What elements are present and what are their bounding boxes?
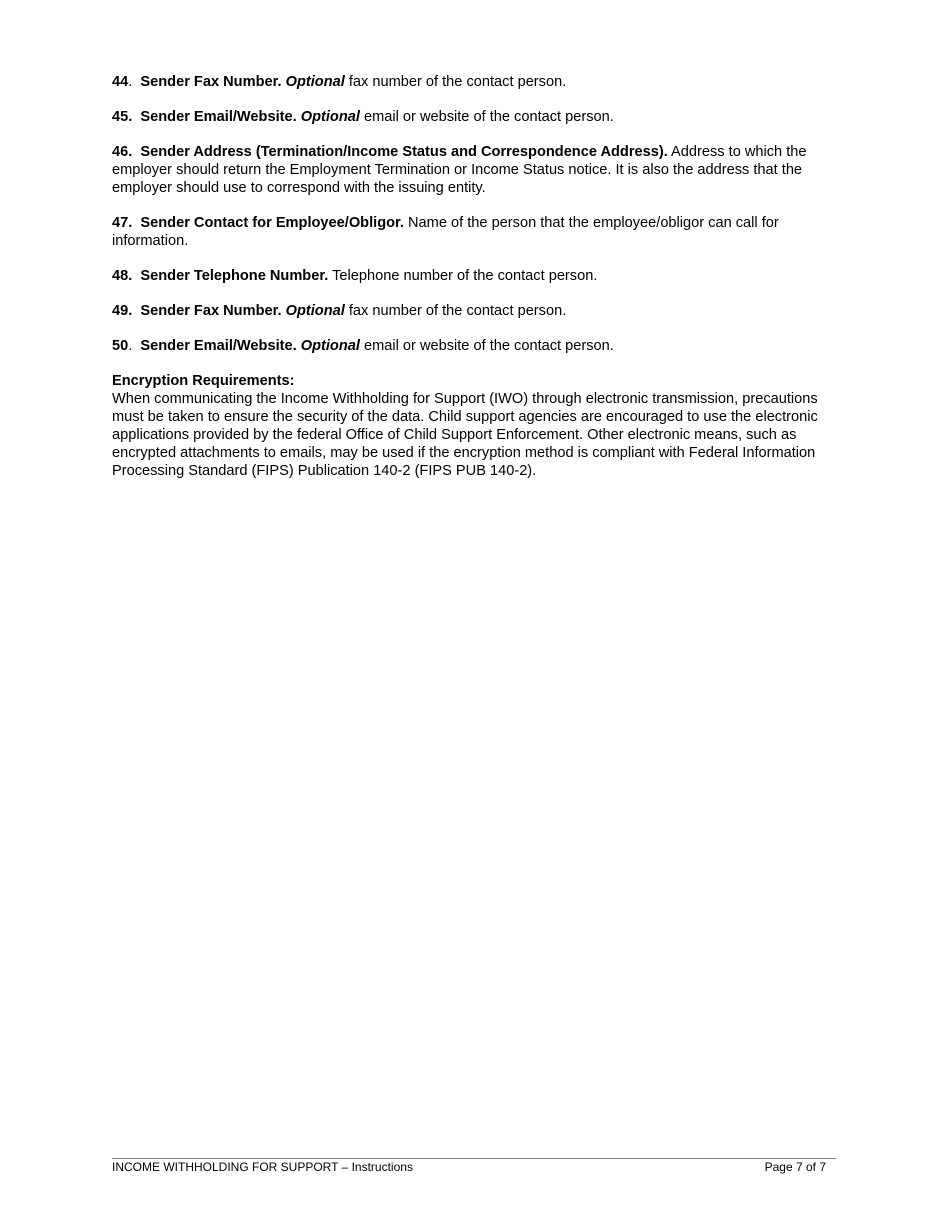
item-label: Sender Fax Number.: [140, 74, 282, 90]
item-optional-flag: Optional: [285, 303, 345, 319]
item-number: 45.: [112, 109, 133, 125]
item-text: Name of the person that the employee/obligor can call for information.: [112, 215, 779, 249]
item-number: 47.: [112, 215, 133, 231]
instruction-item-49: [112, 302, 836, 320]
item-label: Sender Telephone Number.: [140, 268, 329, 284]
encryption-section: [112, 372, 836, 480]
item-number: 46.: [112, 144, 133, 160]
encryption-heading: Encryption Requirements:: [112, 373, 295, 389]
item-text: Telephone number of the contact person.: [332, 268, 598, 284]
item-label: Sender Fax Number.: [140, 303, 282, 319]
item-label: Sender Contact for Employee/Obligor.: [140, 215, 404, 231]
item-label: Sender Email/Website.: [140, 338, 297, 354]
instruction-item-50: [112, 337, 836, 355]
item-text: fax number of the contact person.: [348, 303, 567, 319]
instruction-item-45: [112, 108, 836, 126]
instruction-item-47: [112, 214, 836, 250]
instruction-item-46: [112, 143, 836, 197]
item-label: Sender Email/Website.: [140, 109, 297, 125]
item-label: Sender Address (Termination/Income Status and Correspondence Address).: [140, 144, 668, 160]
item-optional-flag: Optional: [300, 109, 360, 125]
item-number: 44: [112, 74, 129, 90]
document-body: [112, 73, 836, 480]
item-number: 49.: [112, 303, 133, 319]
item-number: 50: [112, 338, 129, 354]
item-number-suffix: .: [128, 74, 133, 90]
footer-title: INCOME WITHHOLDING FOR SUPPORT – Instructions: [112, 1160, 413, 1174]
page-footer: [112, 1160, 826, 1174]
footer-divider: [112, 1158, 836, 1159]
item-text: email or website of the contact person.: [363, 338, 614, 354]
item-text: fax number of the contact person.: [348, 74, 567, 90]
item-text: email or website of the contact person.: [363, 109, 614, 125]
encryption-body: When communicating the Income Withholding for Support (IWO) through electronic transmission, precautions must be taken to ensure the security of the data. Child support agencies are encouraged to use the electronic applications provided by the federal Office of Child Support Enforcement. Other electronic means, such as encrypted attachments to emails, may be used if the encryption method is compliant with Federal Information Processing Standard (FIPS) Publication 140-2 (FIPS PUB 140-2).: [112, 391, 818, 479]
instruction-item-44: [112, 73, 836, 91]
item-number-suffix: .: [128, 338, 133, 354]
page-number: Page 7 of 7: [764, 1160, 826, 1174]
item-optional-flag: Optional: [300, 338, 360, 354]
item-number: 48.: [112, 268, 133, 284]
item-optional-flag: Optional: [285, 74, 345, 90]
instruction-item-48: [112, 267, 836, 285]
item-text: Address to which the employer should return the Employment Termination or Income Status notice. It is also the address that the employer should use to correspond with the issuing entity.: [112, 144, 807, 196]
